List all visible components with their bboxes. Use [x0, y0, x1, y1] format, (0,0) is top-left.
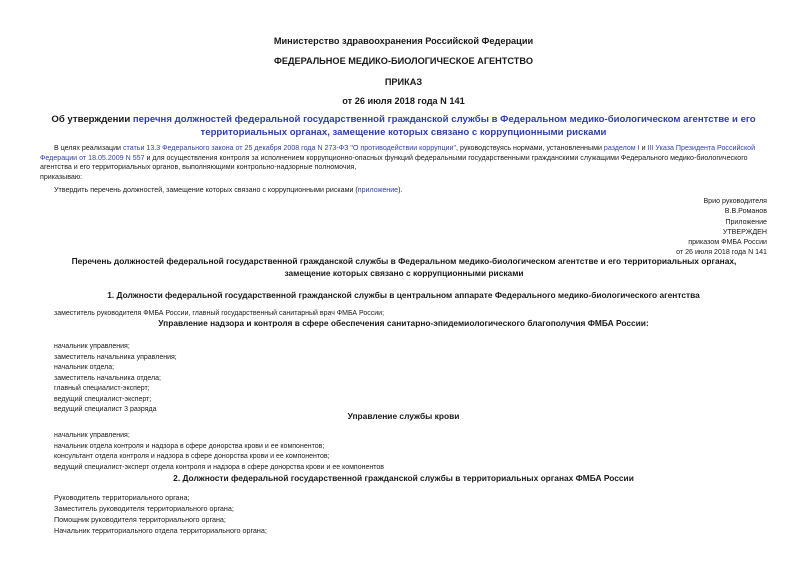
list-item: ведущий специалист-эксперт;: [54, 395, 152, 403]
approved-date: от 26 июля 2018 года N 141: [676, 248, 767, 257]
preamble-paragraph: [40, 144, 772, 182]
dept2-title: Управление службы крови: [347, 411, 460, 421]
appendix-link[interactable]: приложение: [357, 186, 399, 194]
list-item: заместитель начальника отдела;: [54, 374, 161, 382]
list-title-line: замещение которых связано с коррупционными рисками: [284, 267, 524, 278]
deputy-position: заместитель руководителя ФМБА России, главный государственный санитарный врач ФМБА России;: [54, 310, 385, 317]
list-item: начальник управления;: [54, 432, 130, 439]
list-item: ведущий специалист 3 разряда: [54, 406, 157, 413]
order-word: приказываю:: [40, 172, 83, 181]
doc-title: [0, 113, 807, 139]
signer-role: Врио руководителя: [703, 197, 767, 205]
agency-name: ФЕДЕРАЛЬНОЕ МЕДИКО-БИОЛОГИЧЕСКОЕ АГЕНТСТВО: [274, 56, 533, 66]
list-item: Руководитель территориального органа;: [54, 493, 190, 502]
approved-label: УТВЕРЖДЕН: [722, 227, 767, 236]
preamble-line: агентства и его территориальных органов, выполняющими контрольно-надзорные полномочия,: [40, 163, 357, 172]
list-item: начальник отдела контроля и надзора в сфере донорства крови и ее компонентов;: [54, 442, 325, 450]
preamble-text: , руководствуясь нормами, установленными: [456, 144, 604, 152]
preamble-text: и для осуществления контроля за исполнением коррупционно-опасных функций федеральными государственными гражданскими служащими Федерального медико-биологического: [144, 153, 748, 162]
decree-link-cont[interactable]: Федерации от 18.05.2009 N 557: [40, 153, 145, 162]
section-link[interactable]: разделом I: [603, 144, 640, 152]
list-item: начальник управления;: [54, 343, 130, 350]
signature-block: [676, 196, 767, 258]
approve-text-end: ).: [398, 186, 403, 194]
list-item: главный специалист-эксперт;: [54, 385, 150, 392]
law-link[interactable]: статьи 13.3 Федерального закона от 25 декабря 2008 года N 273-ФЗ "О противодействии коррупции": [123, 144, 457, 152]
title-prefix: Об утверждении: [51, 114, 133, 125]
title-link[interactable]: перечня должностей федеральной государственной гражданской службы в Федеральном медико-биологическом агентстве и его: [132, 114, 756, 125]
list-item: Заместитель руководителя территориального органа;: [54, 503, 234, 513]
dept2-list: [54, 431, 384, 473]
doc-type: ПРИКАЗ: [384, 77, 423, 87]
appendix-label: Приложение: [725, 217, 767, 226]
doc-date-number: от 26 июля 2018 года N 141: [342, 96, 465, 106]
dept1-list: [54, 342, 177, 416]
approve-paragraph: [54, 186, 402, 196]
approve-text: Утвердить перечень должностей, замещение которых связано с коррупционными рисками (: [54, 186, 358, 194]
decree-link[interactable]: III Указа Президента Российской: [647, 144, 756, 152]
list-title-line: Перечень должностей федеральной государственной гражданской службы в Федеральном медико-биологическом агентстве и его территориальных органах,: [71, 256, 737, 266]
list-title: [24, 256, 784, 279]
list-item: консультант отдела контроля и надзора в сфере донорства крови и ее компонентов;: [54, 453, 330, 460]
list-item: ведущий специалист-эксперт отдела контроля и надзора в сфере донорства крови и ее компонентов: [54, 463, 384, 471]
list-item: Начальник территориального отдела территориального органа;: [54, 525, 267, 535]
section1-heading: 1. Должности федеральной государственной гражданской службы в центральном аппарате Федерального медико-биологического агентства: [107, 290, 700, 300]
section2-list: [54, 493, 267, 537]
dept1-title: Управление надзора и контроля в сфере обеспечения санитарно-эпидемиологического благополучия ФМБА России:: [158, 318, 649, 328]
section2-heading: 2. Должности федеральной государственной гражданской службы в территориальных органах ФМБА России: [173, 473, 634, 483]
preamble-text: и: [639, 144, 648, 152]
list-item: начальник отдела;: [54, 364, 115, 371]
list-item: заместитель начальника управления;: [54, 353, 177, 361]
signer-name: В.В.Романов: [724, 207, 767, 216]
title-link-cont[interactable]: территориальных органах, замещение которых связано с коррупционными рисками: [200, 127, 607, 138]
list-item: Помощник руководителя территориального органа;: [54, 514, 226, 524]
approved-by-order: приказом ФМБА России: [688, 238, 767, 247]
preamble-text: В целях реализации: [54, 144, 123, 152]
ministry-name: Министерство здравоохранения Российской Федерации: [273, 36, 534, 46]
